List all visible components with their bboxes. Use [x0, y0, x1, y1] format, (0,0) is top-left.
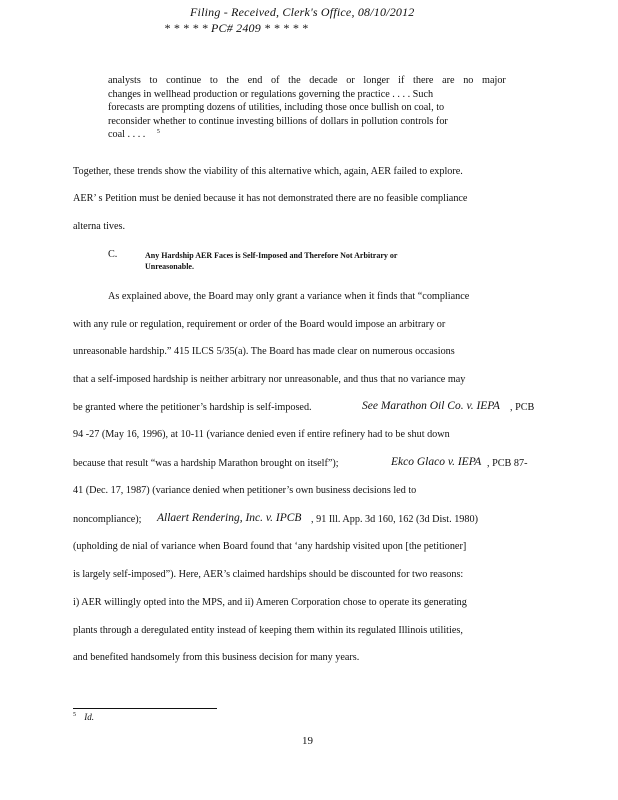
quote-line-1-word: to [209, 75, 218, 86]
quote-line-1-word: are [442, 75, 455, 86]
section-title [145, 250, 397, 272]
quote-line-5-text: coal . . . . [108, 129, 146, 140]
paragraph-line-14: and benefited handsomely from this business decision for many years. [73, 652, 360, 663]
paragraph-line-9: noncompliance); [73, 514, 142, 525]
quote-line-1-word: of [271, 75, 280, 86]
paragraph-line-7-tail: , PCB 87- [487, 458, 528, 469]
block-quote [108, 74, 508, 142]
quote-line-1 [108, 74, 506, 88]
footnote-number: 5 [73, 712, 76, 718]
paragraph-line-12: i) AER willingly opted into the MPS, and ii) Ameren Corporation chose to operate its generating [73, 597, 467, 608]
quote-line-1-word: the [288, 75, 301, 86]
quote-line-1-word: longer [363, 75, 390, 86]
page-number: 19 [302, 735, 313, 747]
paragraph-line-8: 41 (Dec. 17, 1987) (variance denied when petitioner’s own business decisions led to [73, 485, 417, 496]
quote-line-1-word: end [247, 75, 263, 86]
quote-line-1-word: the [226, 75, 239, 86]
case-citation-ekco: Ekco Glaco v. IEPA [391, 456, 482, 468]
paragraph-line-5-tail: , PCB [510, 402, 535, 413]
paragraph-line-1: As explained above, the Board may only grant a variance when it finds that “compliance [108, 291, 470, 302]
quote-line-1-word: decade [309, 75, 338, 86]
quote-line-4: reconsider whether to continue investing billions of dollars in pollution controls for [108, 115, 448, 127]
body-line-3: alterna tives. [73, 221, 126, 232]
footnote [73, 712, 94, 722]
filing-stamp-line1: Filing - Received, Clerk's Office, 08/10/2012 [190, 5, 415, 19]
footnote-text: Id. [84, 712, 94, 722]
paragraph-line-3: unreasonable hardship.” 415 ILCS 5/35(a). The Board has made clear on numerous occasions [73, 346, 455, 357]
quote-line-1-word: there [413, 75, 434, 86]
quote-line-1-word: no [463, 75, 474, 86]
paragraph-line-7: because that result “was a hardship Marathon brought on itself”); [73, 458, 339, 469]
quote-line-1-word: or [346, 75, 355, 86]
paragraph-line-4: that a self-imposed hardship is neither arbitrary nor unreasonable, and thus that no variance may [73, 374, 466, 385]
paragraph-line-13: plants through a deregulated entity instead of keeping them within its regulated Illinois utilities, [73, 625, 463, 636]
paragraph-line-9-tail: , 91 Ill. App. 3d 160, 162 (3d Dist. 1980) [311, 514, 478, 525]
paragraph-line-11: is largely self-imposed”). Here, AER’s claimed hardships should be discounted for two reasons: [73, 569, 464, 580]
quote-line-5 [108, 128, 508, 142]
quote-line-1-word: analysts [108, 75, 141, 86]
quote-line-1-word: major [482, 75, 506, 86]
paragraph-line-6: 94 -27 (May 16, 1996), at 10-11 (variance denied even if entire refinery had to be shut down [73, 429, 450, 440]
footnote-reference: 5 [156, 128, 160, 135]
quote-line-2: changes in wellhead production or regulations governing the practice . . . . Such [108, 88, 434, 100]
body-line-1: Together, these trends show the viability of this alternative which, again, AER failed to explore. [73, 166, 463, 177]
quote-line-1-word: if [398, 75, 405, 86]
section-title-line-2: Unreasonable. [145, 262, 194, 271]
filing-stamp-line2: * * * * * PC# 2409 * * * * * [164, 21, 308, 35]
footnote-divider [73, 708, 217, 709]
paragraph-line-5: be granted where the petitioner’s hardship is self-imposed. [73, 402, 312, 413]
paragraph-line-2: with any rule or regulation, requirement or order of the Board would impose an arbitrary or [73, 319, 446, 330]
paragraph-line-10: (upholding de nial of variance when Board found that ‘any hardship visited upon [the petitioner] [73, 541, 467, 552]
case-citation-marathon: See Marathon Oil Co. v. IEPA [362, 400, 500, 412]
quote-line-1-word: to [149, 75, 158, 86]
quote-line-1-word: continue [166, 75, 202, 86]
body-line-2: AER’ s Petition must be denied because it has not demonstrated there are no feasible compliance [73, 193, 468, 204]
section-title-line-1: Any Hardship AER Faces is Self-Imposed and Therefore Not Arbitrary or [145, 251, 398, 260]
section-letter: C. [108, 249, 118, 260]
case-citation-allaert: Allaert Rendering, Inc. v. IPCB [157, 512, 302, 524]
quote-line-3: forecasts are prompting dozens of utilities, including those once bullish on coal, to [108, 102, 445, 113]
